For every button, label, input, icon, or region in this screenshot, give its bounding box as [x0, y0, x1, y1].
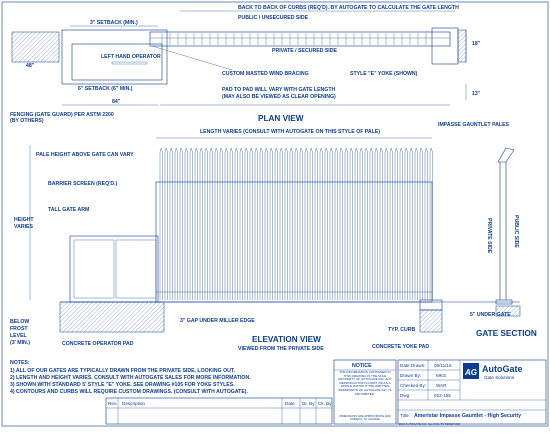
- elev-yoke-pad: [420, 300, 442, 310]
- section-private-side: PRIVATE SIDE: [486, 218, 492, 254]
- company-name: AutoGate: [482, 364, 523, 374]
- plan-gate-pales: [162, 33, 426, 45]
- tb-label-checked: Checked By:: [400, 383, 427, 388]
- gate-pale: [205, 148, 207, 300]
- tb-label-drawn: Drawn By:: [400, 373, 422, 378]
- gate-pale: [285, 148, 287, 300]
- plan-fencing: FENCING (GATE GUARD) PER ASTM 2200: [10, 112, 114, 118]
- elev-pales: [160, 148, 432, 300]
- gate-pale: [185, 148, 187, 300]
- gate-pale: [315, 148, 317, 300]
- plan-setback-6: 6" SETBACK (6" MIN.): [78, 86, 133, 92]
- plan-public-side: PUBLIC / UNSECURED SIDE: [238, 15, 309, 21]
- gate-pale: [195, 148, 197, 300]
- elev-level: LEVEL: [10, 333, 27, 339]
- footer-copyright: © 2016 AUTOGATE INC. ALL RIGHTS RESERVED: [396, 422, 461, 426]
- gate-pale: [220, 148, 222, 300]
- plan-pad-to-pad-2: (MAY ALSO BE VIEWED AS CLEAR OPENING): [222, 94, 336, 100]
- rev-header-desc: Description: [122, 401, 145, 406]
- elev-op-pad: CONCRETE OPERATOR PAD: [62, 341, 134, 347]
- gate-pale: [365, 148, 367, 300]
- gate-pale: [265, 148, 267, 300]
- gate-pale: [320, 148, 322, 300]
- gate-section: [470, 148, 537, 338]
- gate-pale: [190, 148, 192, 300]
- plan-back-to-back: BACK TO BACK OF CURBS (REQ'D). BY AUTOGATE TO CALCULATE THE GATE LENGTH: [238, 5, 459, 11]
- gate-pale: [270, 148, 272, 300]
- elev-height: HEIGHT: [14, 217, 34, 223]
- tb-value-drawn: MKS: [436, 373, 446, 378]
- plan-operator-slot: [112, 62, 147, 64]
- notes-item-2: 2) LENGTH AND HEIGHT VARIES. CONSULT WITH AUTOGATE SALES FOR MORE INFORMATION.: [10, 375, 251, 381]
- gate-pale: [250, 148, 252, 300]
- notes-heading: NOTES:: [10, 360, 30, 366]
- notice-heading: NOTICE: [352, 363, 372, 369]
- gate-pale: [230, 148, 232, 300]
- gate-pale: [375, 148, 377, 300]
- plan-setback-min: 3" SETBACK (MIN.): [90, 20, 138, 26]
- elev-yoke-footing: [420, 310, 442, 332]
- gate-pale: [255, 148, 257, 300]
- gate-pale: [165, 148, 167, 300]
- gate-pale: [215, 148, 217, 300]
- gate-pale: [345, 148, 347, 300]
- plan-dim-84: 84": [112, 99, 121, 105]
- elev-varies: VARIES: [14, 224, 33, 230]
- title-block: [398, 360, 546, 424]
- plan-view: [10, 5, 481, 124]
- section-pale-top: [498, 148, 514, 162]
- elev-yoke-pad-label: CONCRETE YOKE PAD: [372, 344, 430, 350]
- section-public-side: PUBLIC SIDE: [513, 215, 519, 248]
- tb-label-date: Date Drawn:: [400, 363, 426, 368]
- notes-item-4: 4) CONTOURS AND CURBS WILL REQUIRE CUSTOM DRAWINGS. (CONSULT WITH AUTOGATE).: [10, 389, 248, 395]
- plan-curb-right: [458, 30, 466, 62]
- rev-header-ckby: Ck. By: [318, 401, 332, 406]
- gate-pale: [200, 148, 202, 300]
- gate-pale: [425, 148, 427, 300]
- gate-pale: [180, 148, 182, 300]
- elevation-view: [10, 122, 520, 352]
- elev-pale-height: PALE HEIGHT ABOVE GATE CAN VARY: [36, 152, 134, 158]
- tb-value-date: 08/11/16: [434, 363, 452, 368]
- elev-subtitle: VIEWED FROM THE PRIVATE SIDE: [238, 346, 324, 352]
- plan-operator-label: LEFT HAND OPERATOR: [101, 54, 161, 60]
- gate-pale: [355, 148, 357, 300]
- elev-tall-arm: TALL GATE ARM: [48, 207, 90, 213]
- gate-pale: [290, 148, 292, 300]
- gate-pale: [380, 148, 382, 300]
- gate-pale: [260, 148, 262, 300]
- plan-view-title: PLAN VIEW: [258, 114, 304, 123]
- elev-typ-curb: TYP. CURB: [388, 327, 416, 333]
- rev-header-drby: Dr. By: [302, 401, 315, 406]
- gate-pale: [240, 148, 242, 300]
- tb-value-dwg: 022-155: [434, 393, 451, 398]
- plan-gate-rail: [150, 32, 450, 46]
- rev-header-rev: Rev.: [108, 401, 118, 406]
- plan-dim-48: 48": [26, 63, 35, 69]
- gate-pale: [395, 148, 397, 300]
- tb-value-checked: WAR: [436, 383, 447, 388]
- tb-title-value: Ameristar Impasse Gauntlet - High Security: [414, 413, 521, 419]
- gate-pale: [160, 148, 162, 300]
- gate-pale: [360, 148, 362, 300]
- gate-pale: [410, 148, 412, 300]
- gate-pale: [350, 148, 352, 300]
- gate-pale: [415, 148, 417, 300]
- gate-pale: [400, 148, 402, 300]
- gate-pale: [170, 148, 172, 300]
- gate-pale: [325, 148, 327, 300]
- notes-item-1: 1) ALL OF OUR GATES ARE TYPICALLY DRAWN FROM THE PRIVATE SIDE, LOOKING OUT.: [10, 368, 235, 374]
- gate-pale: [275, 148, 277, 300]
- gate-pale: [330, 148, 332, 300]
- notes-item-3: 3) SHOWN WITH STANDARD 5' STYLE "E" YOKE. SEE DRAWING #105 FOR YOKE STYLES.: [10, 382, 235, 388]
- plan-private-side: PRIVATE / SECURED SIDE: [272, 48, 337, 54]
- elev-below: BELOW: [10, 319, 30, 325]
- notice-body: THE INFORMATION CONTAINED IN THIS DRAWING IS THE SOLE PROPERTY OF AUTOGATE INC. ANY REPRODUCTION IN PART OR AS A WHOLE WITHOUT THE WRITTEN PERMISSION OF AUTOGATE INC. IS PROHIBITED.: [338, 371, 392, 396]
- gate-pale: [420, 148, 422, 300]
- elev-impasse-pales: IMPASSE GAUNTLET PALES: [438, 122, 509, 128]
- notes: [10, 360, 251, 395]
- revision-table: [106, 398, 332, 424]
- logo-text: AG: [465, 368, 477, 377]
- gate-pale: [210, 148, 212, 300]
- plan-fencing-2: (BY OTHERS): [10, 118, 44, 124]
- elev-barrier: BARRIER SCREEN (REQ'D.): [48, 181, 118, 187]
- elev-frost: FROST: [10, 326, 28, 332]
- notice-bottom: DIMENSIONS ARE APPROXIMATE AND SUBJECT TO CHANGE: [339, 415, 391, 422]
- gate-pale: [310, 148, 312, 300]
- tb-label-dwg: Dwg:: [400, 393, 411, 398]
- elev-min3: (3' MIN.): [10, 340, 30, 346]
- gate-pale: [280, 148, 282, 300]
- gate-pale: [335, 148, 337, 300]
- gate-pale: [225, 148, 227, 300]
- gate-pale: [370, 148, 372, 300]
- plan-wind-bracing: [152, 46, 232, 70]
- gate-pale: [175, 148, 177, 300]
- gate-pale: [340, 148, 342, 300]
- plan-yoke-label: STYLE "E" YOKE (SHOWN): [350, 71, 418, 77]
- gate-pale: [385, 148, 387, 300]
- rev-header-date: Date: [285, 401, 295, 406]
- tb-title-label: Title:: [400, 413, 410, 418]
- elev-operator-pad: [60, 302, 164, 332]
- plan-wind-bracing-label: CUSTOM MASTED WIND BRACING: [222, 71, 309, 77]
- gate-pale: [300, 148, 302, 300]
- gate-pale: [245, 148, 247, 300]
- elev-gap: 3" GAP UNDER MILLER EDGE: [180, 318, 255, 324]
- gate-pale: [235, 148, 237, 300]
- plan-pad-to-pad: PAD TO PAD WILL VARY WITH GATE LENGTH: [222, 87, 336, 93]
- section-title: GATE SECTION: [476, 329, 537, 338]
- gate-pale: [295, 148, 297, 300]
- company-tagline: Gate Solutions: [484, 375, 515, 380]
- gate-pale: [305, 148, 307, 300]
- plan-dim-18: 18": [472, 41, 481, 47]
- plan-operator-pad-left: [12, 32, 59, 62]
- elev-title: ELEVATION VIEW: [252, 335, 321, 344]
- section-under-gate: 5" UNDER GATE: [470, 312, 511, 318]
- plan-dim-13: 13": [472, 91, 481, 97]
- elev-length-varies: LENGTH VARIES (CONSULT WITH AUTOGATE ON THIS STYLE OF PALE): [200, 129, 381, 135]
- gate-pale: [405, 148, 407, 300]
- gate-pale: [390, 148, 392, 300]
